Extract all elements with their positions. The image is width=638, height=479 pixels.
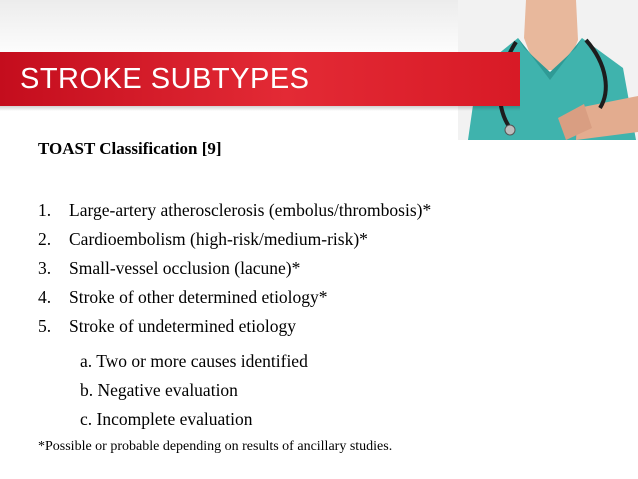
list-item-text: Stroke of undetermined etiology bbox=[69, 316, 296, 336]
title-bar-shadow bbox=[0, 106, 520, 111]
list-item bbox=[38, 312, 431, 341]
list-item-number: 4. bbox=[38, 287, 52, 307]
list-item-number: 2. bbox=[38, 229, 52, 249]
list-item bbox=[38, 283, 431, 312]
list-item bbox=[38, 225, 431, 254]
list-item-number: 1. bbox=[38, 200, 52, 220]
list-item-text: Cardioembolism (high-risk/medium-risk)* bbox=[69, 229, 368, 249]
sublist-item: c. Incomplete evaluation bbox=[80, 409, 253, 429]
list-item-number: 3. bbox=[38, 258, 52, 278]
slide-title: STROKE SUBTYPES bbox=[20, 63, 310, 95]
footnote: *Possible or probable depending on results of ancillary studies. bbox=[38, 439, 393, 454]
classification-heading: TOAST Classification [9] bbox=[38, 139, 222, 158]
subtype-list bbox=[38, 196, 431, 341]
list-item-text: Large-artery atherosclerosis (embolus/thrombosis)* bbox=[69, 200, 432, 220]
sublist-item: a. Two or more causes identified bbox=[80, 351, 308, 371]
list-item bbox=[38, 254, 431, 283]
undetermined-sublist bbox=[80, 347, 308, 434]
list-item-text: Small-vessel occlusion (lacune)* bbox=[69, 258, 301, 278]
sublist-item: b. Negative evaluation bbox=[80, 380, 238, 400]
list-item bbox=[38, 196, 431, 225]
list-item-text: Stroke of other determined etiology* bbox=[69, 287, 328, 307]
list-item-number: 5. bbox=[38, 316, 52, 336]
